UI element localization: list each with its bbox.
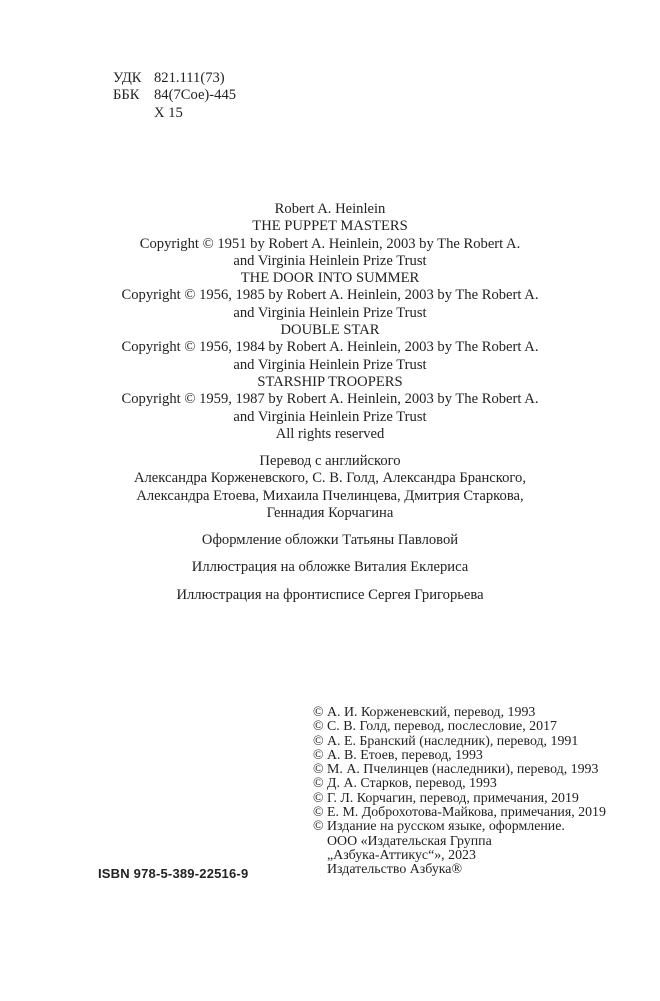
publisher-line: ООО «Издательская Группа xyxy=(327,833,492,849)
copyright-line: Copyright © 1956, 1985 by Robert A. Heinlein, 2003 by The Robert A. xyxy=(121,287,539,304)
translation-credits xyxy=(0,453,660,604)
udk-label: УДК xyxy=(113,70,142,86)
publisher-line: „Азбука-Аттикус“», 2023 xyxy=(327,847,476,863)
copyright-line: and Virginia Heinlein Prize Trust xyxy=(233,408,427,425)
original-copyright-block xyxy=(0,201,660,443)
copyright-item: © М. А. Пчелинцев (наследники), перевод, 1993 xyxy=(313,762,599,778)
cover-illustration-credit: Иллюстрация на обложке Виталия Еклериса xyxy=(191,559,469,576)
copyright-line: Copyright © 1959, 1987 by Robert A. Heinlein, 2003 by The Robert A. xyxy=(121,391,539,408)
copyright-item: © С. В. Голд, перевод, послесловие, 2017 xyxy=(313,719,557,735)
frontispiece-credit: Иллюстрация на фронтисписе Сергея Григорьева xyxy=(176,586,484,603)
isbn: ISBN 978-5-389-22516-9 xyxy=(98,866,249,881)
copyright-item: © А. В. Етоев, перевод, 1993 xyxy=(313,747,483,763)
bbk-label: ББК xyxy=(113,87,140,104)
udk-line xyxy=(113,70,236,87)
bbk-value: 84(7Сое)-445 xyxy=(154,87,237,104)
translators-line: Александра Корженевского, С. В. Голд, Александра Бранского, xyxy=(133,470,526,487)
classification-codes xyxy=(113,70,236,122)
bbk-line xyxy=(113,87,236,104)
copyright-line: Copyright © 1956, 1984 by Robert A. Heinlein, 2003 by The Robert A. xyxy=(121,339,539,356)
title-door-into-summer: THE DOOR INTO SUMMER xyxy=(240,270,420,287)
title-double-star: DOUBLE STAR xyxy=(280,322,380,339)
copyright-item: © Е. М. Доброхотова-Майкова, примечания, 2019 xyxy=(313,805,606,821)
translation-heading: Перевод с английского xyxy=(259,453,401,469)
rights-reserved: All rights reserved xyxy=(275,425,385,442)
author-name: Robert A. Heinlein xyxy=(274,201,386,217)
copyright-item: © А. И. Корженевский, перевод, 1993 xyxy=(313,705,536,720)
title-puppet-masters: THE PUPPET MASTERS xyxy=(252,218,408,235)
copyright-line: and Virginia Heinlein Prize Trust xyxy=(233,252,427,269)
translators-line: Геннадия Корчагина xyxy=(266,504,394,521)
cover-design-credit: Оформление обложки Татьяны Павловой xyxy=(201,532,459,549)
author-mark: Х 15 xyxy=(154,104,183,121)
copyright-line: and Virginia Heinlein Prize Trust xyxy=(233,304,427,321)
copyright-line: Copyright © 1951 by Robert A. Heinlein, 2003 by The Robert A. xyxy=(139,235,521,252)
copyright-item: © Д. А. Старков, перевод, 1993 xyxy=(313,776,497,792)
translators-line: Александра Етоева, Михаила Пчелинцева, Дмитрия Старкова, xyxy=(136,487,524,504)
title-starship-troopers: STARSHIP TROOPERS xyxy=(257,373,403,390)
udk-value: 821.111(73) xyxy=(154,70,225,86)
copyright-item: © Г. Л. Корчагин, перевод, примечания, 2019 xyxy=(313,790,579,806)
copyright-item: © А. Е. Бранский (наследник), перевод, 1991 xyxy=(313,733,579,749)
publisher-line: Издательство Азбука® xyxy=(327,862,463,878)
copyright-line: and Virginia Heinlein Prize Trust xyxy=(233,356,427,373)
copyright-item: © Издание на русском языке, оформление. xyxy=(313,819,565,835)
russian-copyright-list xyxy=(313,706,606,878)
